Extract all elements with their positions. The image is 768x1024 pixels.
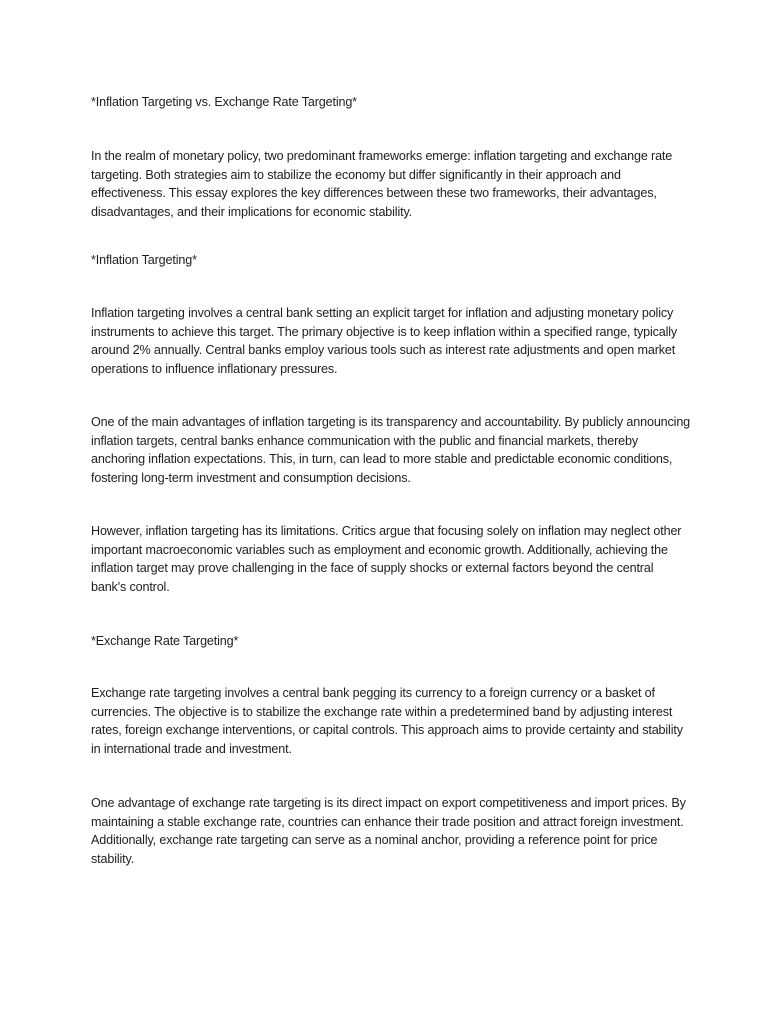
section-heading-exchange-rate-targeting: *Exchange Rate Targeting* [91, 634, 239, 648]
inflation-paragraph-limitations: However, inflation targeting has its limitations. Critics argue that focusing solely on inflation may neglect other important macroeconomic variables such as employment and economic growth. Additionally, achieving the inflation target may prove challenging in the face of supply shocks or external factors beyond the central bank's control. [91, 524, 682, 594]
exchange-paragraph-definition: Exchange rate targeting involves a central bank pegging its currency to a foreign currency or a basket of currencies. The objective is to stabilize the exchange rate within a predetermined band by adjusting interest rates, foreign exchange interventions, or capital controls. This approach aims to provide certainty and stability in international trade and investment. [91, 686, 683, 756]
inflation-paragraph-advantages: One of the main advantages of inflation targeting is its transparency and accountability. By publicly announcing inflation targets, central banks enhance communication with the public and financial markets, thereby anchoring inflation expectations. This, in turn, can lead to more stable and predictable economic conditions, fostering long-term investment and consumption decisions. [91, 415, 691, 485]
document-title: *Inflation Targeting vs. Exchange Rate Targeting* [91, 95, 357, 109]
section-heading-inflation-targeting: *Inflation Targeting* [91, 253, 197, 267]
intro-paragraph: In the realm of monetary policy, two predominant frameworks emerge: inflation targeting and exchange rate targeting. Both strategies aim to stabilize the economy but differ significantly in their approach and effectiveness. This essay explores the key differences between these two frameworks, their advantages, disadvantages, and their implications for economic stability. [91, 149, 673, 219]
exchange-paragraph-advantages: One advantage of exchange rate targeting is its direct impact on export competitiveness and import prices. By maintaining a stable exchange rate, countries can enhance their trade position and attract foreign investment. Additionally, exchange rate targeting can serve as a nominal anchor, providing a reference point for price stability. [91, 796, 686, 866]
inflation-paragraph-definition: Inflation targeting involves a central bank setting an explicit target for inflation and adjusting monetary policy instruments to achieve this target. The primary objective is to keep inflation within a specified range, typically around 2% annually. Central banks employ various tools such as interest rate adjustments and open market operations to influence inflationary pressures. [91, 306, 678, 376]
